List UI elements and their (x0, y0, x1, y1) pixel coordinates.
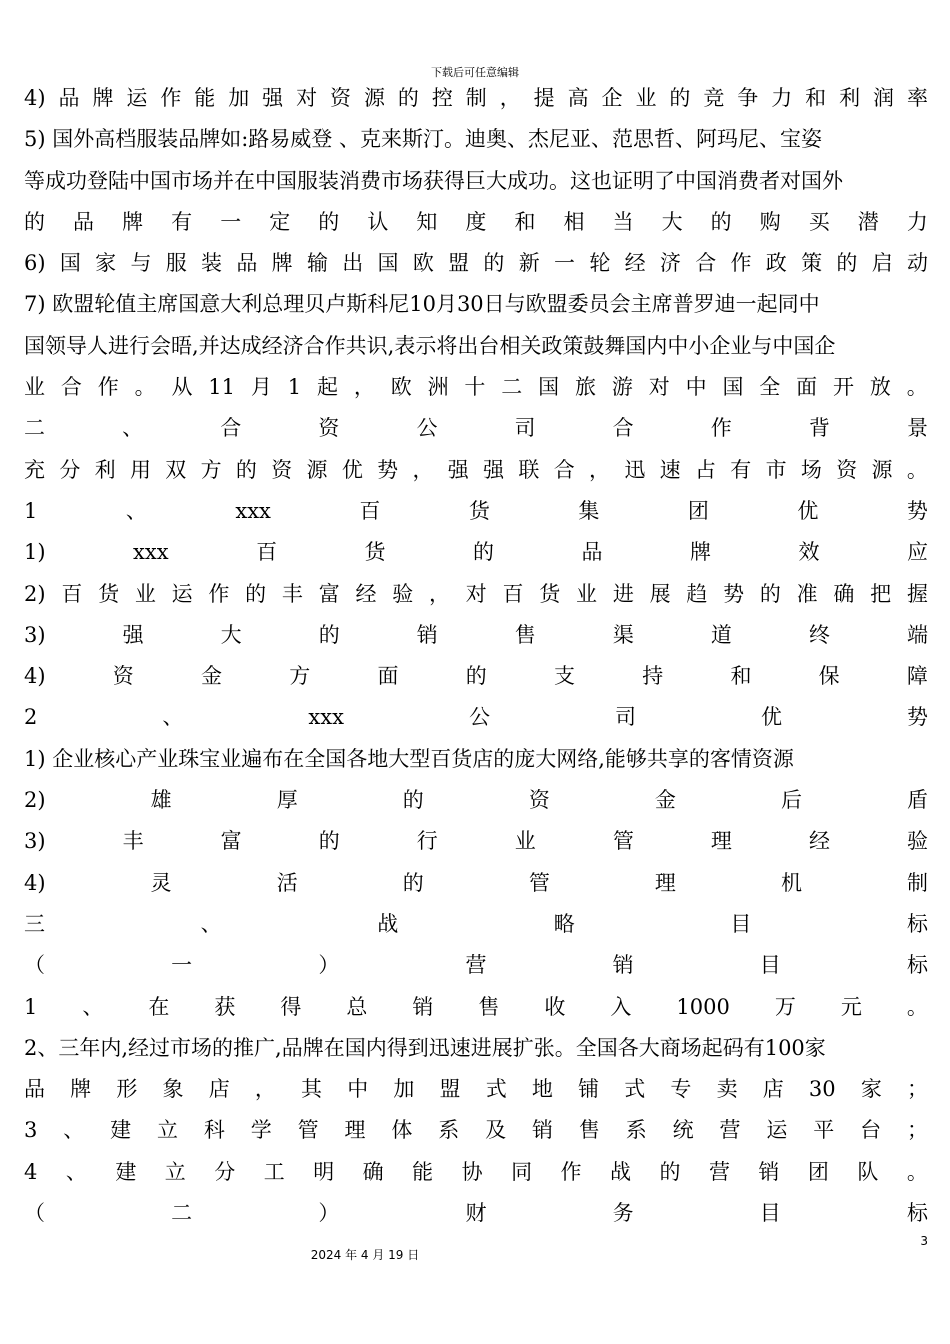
text-line: 业 合 作 。 从 11 月 1 起 ， 欧 洲 十 二 国 旅 游 对 中 国 全 面 开 放 。 (24, 375, 928, 400)
text-line: 6) 国 家 与 服 装 品 牌 输 出 国 欧 盟 的 新 一 轮 经 济 合 作 政 策 的 启 动 (24, 251, 928, 276)
text-line: 2) 百 货 业 运 作 的 丰 富 经 验 ， 对 百 货 业 进 展 趋 势 的 准 确 把 握 (24, 581, 928, 606)
text-line: 3) 强 大 的 销 售 渠 道 终 端 (24, 622, 928, 647)
text-line: 3) 丰 富 的 行 业 管 理 经 验 (24, 829, 928, 854)
text-line: 1 、 在 获 得 总 销 售 收 入 1000 万 元 。 (24, 994, 928, 1019)
page-header-note: 下载后可任意编辑 (431, 66, 519, 79)
text-line: 1) 企业核心产业珠宝业遍布在全国各地大型百货店的庞大网络,能够共享的客情资源 (24, 746, 794, 771)
text-line: （ 一 ） 营 销 目 标 (24, 953, 928, 978)
text-line: 的 品 牌 有 一 定 的 认 知 度 和 相 当 大 的 购 买 潜 力 (24, 209, 928, 234)
footer-date: 2024 年 4 月 19 日 (310, 1248, 420, 1262)
text-line: 国领导人进行会晤,并达成经济合作共识,表示将出台相关政策鼓舞国内中小企业与中国企 (24, 333, 836, 358)
text-line: 品 牌 形 象 店 ， 其 中 加 盟 式 地 铺 式 专 卖 店 30 家 ； (24, 1077, 928, 1102)
document-body (24, 78, 928, 1234)
text-line: 三 、 战 略 目 标 (24, 911, 928, 936)
text-line: 2 、 xxx 公 司 优 势 (24, 705, 928, 730)
text-line: 2) 雄 厚 的 资 金 后 盾 (24, 788, 928, 813)
text-line: 4 、 建 立 分 工 明 确 能 协 同 作 战 的 营 销 团 队 。 (24, 1159, 928, 1184)
text-line: 4) 灵 活 的 管 理 机 制 (24, 870, 928, 895)
text-line: 3 、 建 立 科 学 管 理 体 系 及 销 售 系 统 营 运 平 台 ； (24, 1118, 928, 1143)
text-line: 1) xxx 百 货 的 品 牌 效 应 (24, 540, 928, 565)
page-number: 3 (920, 1234, 928, 1248)
text-line: 4) 资 金 方 面 的 支 持 和 保 障 (24, 664, 928, 689)
text-line: 2、三年内,经过市场的推广,品牌在国内得到迅速进展扩张。全国各大商场起码有100家 (24, 1035, 826, 1060)
text-line: 充 分 利 用 双 方 的 资 源 优 势 ， 强 强 联 合 ， 迅 速 占 有 市 场 资 源 。 (24, 457, 928, 482)
text-line: 4) 品 牌 运 作 能 加 强 对 资 源 的 控 制 ， 提 高 企 业 的 竞 争 力 和 利 润 率 (24, 86, 928, 110)
text-line: 7) 欧盟轮值主席国意大利总理贝卢斯科尼10月30日与欧盟委员会主席普罗迪一起同中 (24, 292, 820, 317)
text-line: 二 、 合 资 公 司 合 作 背 景 (24, 416, 928, 441)
text-line: （ 二 ） 财 务 目 标 (24, 1201, 928, 1226)
text-line: 1 、 xxx 百 货 集 团 优 势 (24, 498, 928, 523)
text-line: 等成功登陆中国市场并在中国服装消费市场获得巨大成功。这也证明了中国消费者对国外 (24, 168, 843, 193)
text-line: 5) 国外高档服装品牌如:路易威登 、克来斯汀。迪奥、杰尼亚、范思哲、阿玛尼、宝姿 (24, 127, 822, 152)
